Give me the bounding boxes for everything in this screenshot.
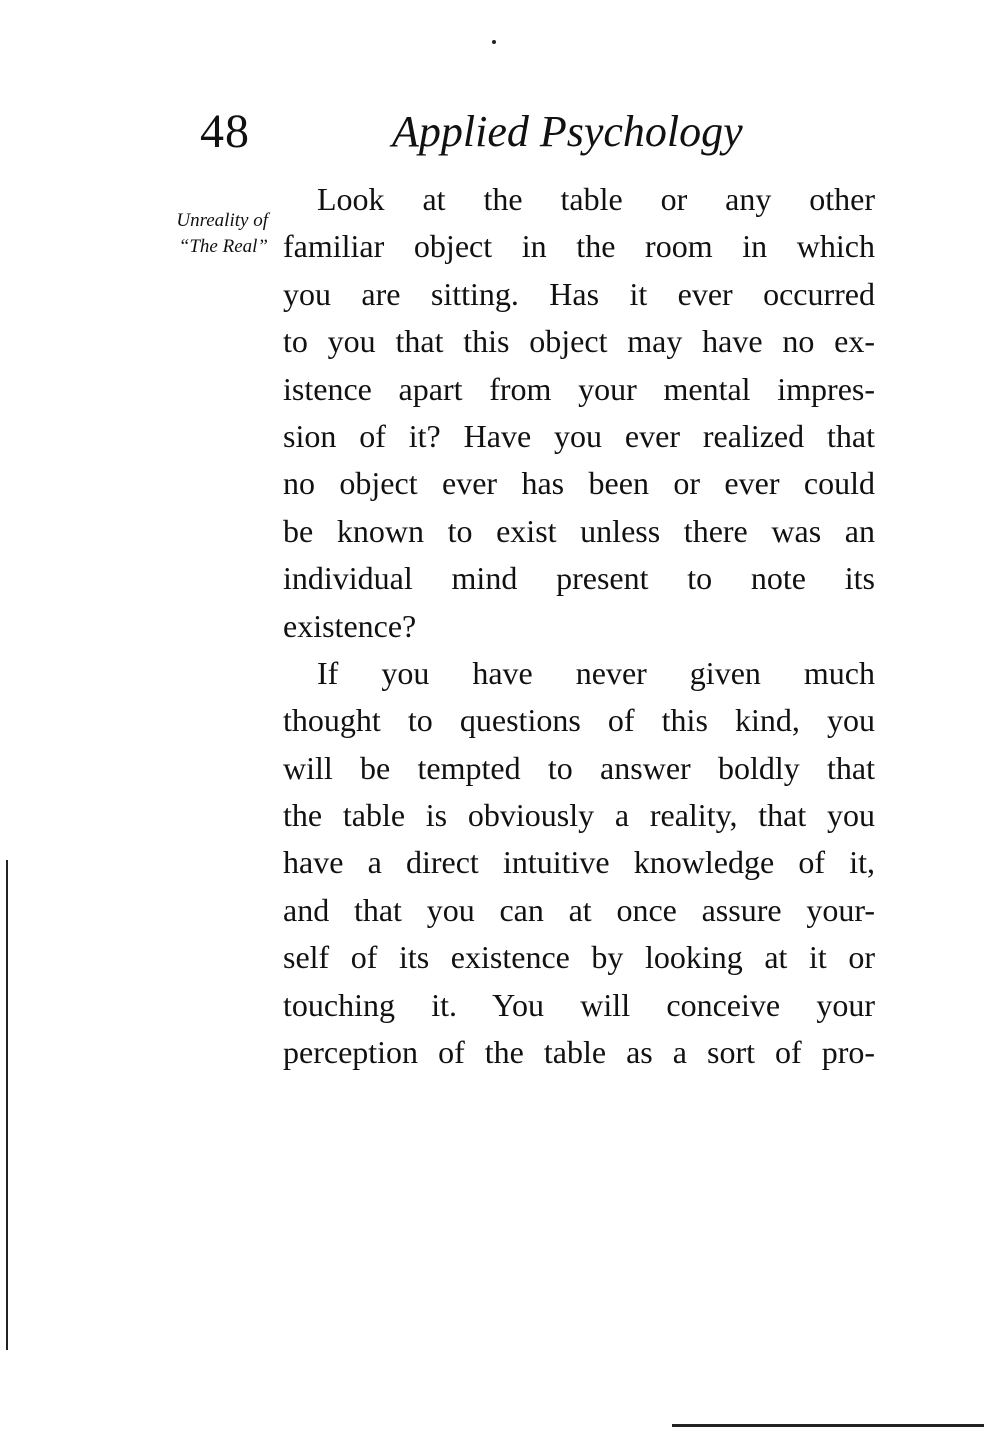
text-line: touching it. You will conceive your (283, 986, 875, 1023)
text-line: will be tempted to answer boldly that (283, 749, 875, 786)
text-line: and that you can at once assure your- (283, 891, 875, 928)
text-line: be known to exist unless there was an (283, 512, 875, 549)
text-line: familiar object in the room in which (283, 228, 875, 265)
text-line: individual mind present to note its (283, 560, 875, 597)
scan-edge-line-bottom (672, 1424, 984, 1427)
text-line: istence apart from your mental impres- (283, 370, 875, 407)
text-line: thought to questions of this kind, you (283, 702, 875, 739)
text-line: If you have never given much (317, 654, 875, 691)
text-line: sion of it? Have you ever realized that (283, 417, 875, 454)
scan-edge-line-left (6, 860, 8, 1350)
text-line: Look at the table or any other (317, 181, 875, 217)
text-line: have a direct intuitive knowledge of it, (283, 844, 875, 881)
running-head-title: Applied Psychology (392, 107, 743, 156)
paragraph-1 (283, 176, 875, 650)
text-line: no object ever has been or ever could (283, 465, 875, 502)
page-number: 48 (200, 105, 250, 158)
text-line: existence? (283, 607, 417, 644)
marginal-note-line-1: Unreality of (176, 210, 268, 231)
scan-dot-top (492, 40, 496, 44)
text-line: you are sitting. Has it ever occurred (283, 275, 875, 312)
text-line: to you that this object may have no ex- (283, 323, 875, 360)
paragraph-2 (283, 650, 875, 1077)
text-line: self of its existence by looking at it or (283, 939, 875, 976)
body-text (283, 176, 875, 1076)
marginal-note (108, 208, 268, 260)
marginal-note-line-2: “The Real” (178, 236, 268, 257)
text-line: perception of the table as a sort of pro- (283, 1034, 875, 1071)
text-line: the table is obviously a reality, that you (283, 797, 875, 834)
